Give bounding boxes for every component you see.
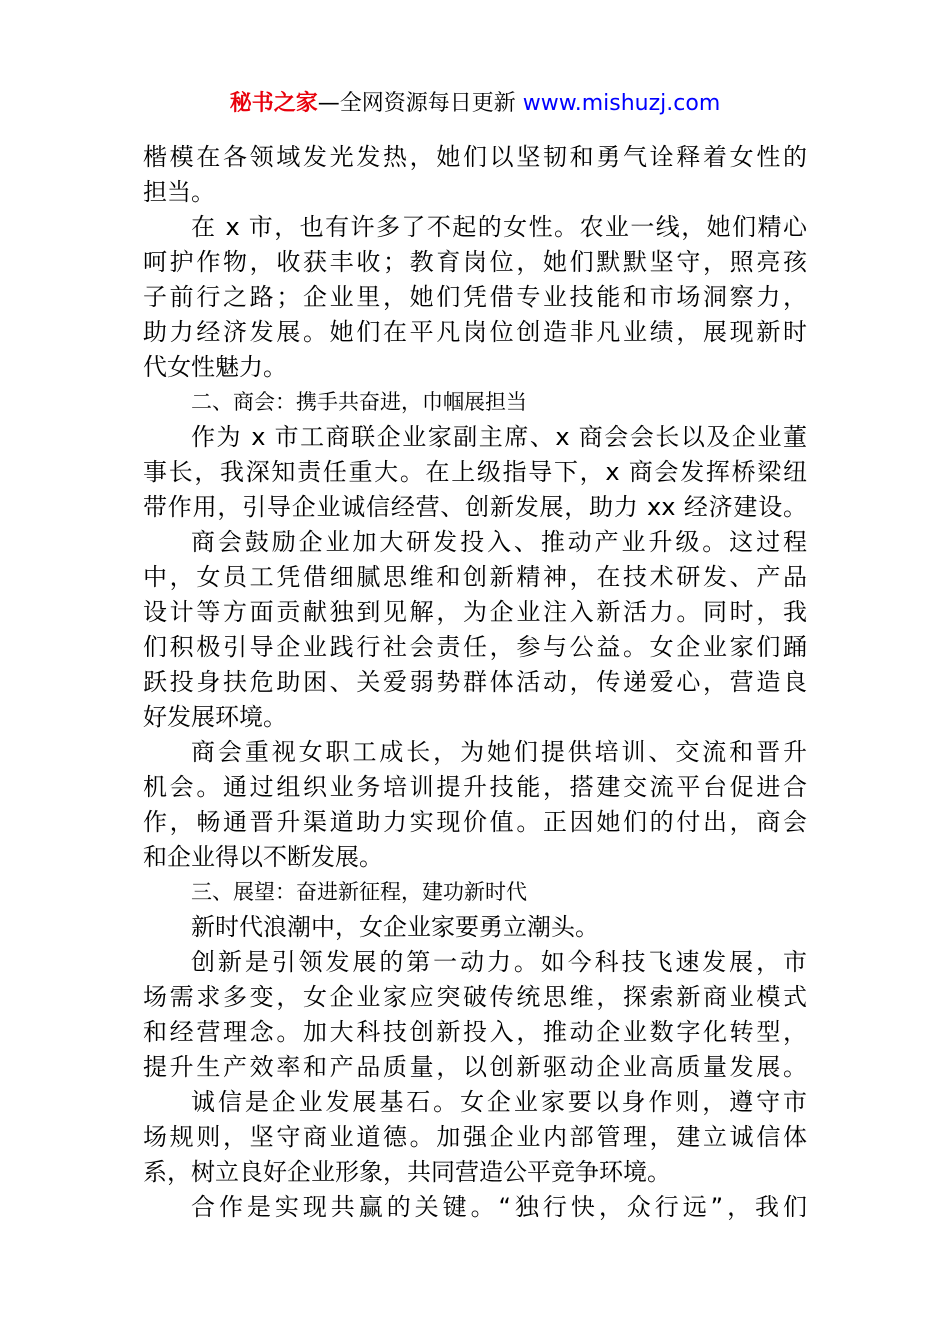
text-line: 代女性魅力。 <box>143 353 287 381</box>
page-header <box>0 88 950 120</box>
text-line: 合作是实现共赢的关键。“独行快，众行远”，我们 <box>191 1193 807 1221</box>
section-heading: 二、商会：携手共奋进，巾帼展担当 <box>191 390 527 414</box>
text-line: 商会鼓励企业加大研发投入、推动产业升级。这过程 <box>191 528 807 556</box>
text-line: 中，女员工凭借细腻思维和创新精神，在技术研发、产品 <box>143 563 807 591</box>
text-line: 场规则，坚守商业道德。加强企业内部管理，建立诚信体 <box>143 1123 807 1151</box>
text-line: 设计等方面贡献独到见解，为企业注入新活力。同时，我 <box>143 598 807 626</box>
brand-name: 秘书之家 <box>229 91 318 116</box>
text-line: 楷模在各领域发光发热，她们以坚韧和勇气诠释着女性的 <box>143 143 807 171</box>
text-line: 们积极引导企业践行社会责任，参与公益。女企业家们踊 <box>143 633 807 661</box>
text-line: 场需求多变，女企业家应突破传统思维，探索新商业模式 <box>143 983 807 1011</box>
text-line: 系，树立良好企业形象，共同营造公平竞争环境。 <box>143 1158 671 1186</box>
text-line: 提升生产效率和产品质量，以创新驱动企业高质量发展。 <box>143 1053 807 1081</box>
text-line: 和经营理念。加大科技创新投入，推动企业数字化转型， <box>143 1018 807 1046</box>
text-line: 机会。通过组织业务培训提升技能，搭建交流平台促进合 <box>143 773 807 801</box>
text-line: 新时代浪潮中，女企业家要勇立潮头。 <box>191 913 599 941</box>
text-line: 和企业得以不断发展。 <box>143 843 383 871</box>
section-heading: 三、展望：奋进新征程，建功新时代 <box>191 880 527 904</box>
text-line: 助力经济发展。她们在平凡岗位创造非凡业绩，展现新时 <box>143 318 807 346</box>
site-url-link[interactable]: www.mishuzj.com <box>522 91 721 116</box>
text-line: 跃投身扶危助困、关爱弱势群体活动，传递爱心，营造良 <box>143 668 807 696</box>
text-line: 担当。 <box>143 178 215 206</box>
text-line: 作，畅通晋升渠道助力实现价值。正因她们的付出，商会 <box>143 808 807 836</box>
text-line: 诚信是企业发展基石。女企业家要以身作则，遵守市 <box>191 1088 807 1116</box>
text-line: 作为 x 市工商联企业家副主席、x 商会会长以及企业董 <box>191 423 807 451</box>
text-line: 好发展环境。 <box>143 703 287 731</box>
text-line: 事长，我深知责任重大。在上级指导下，x 商会发挥桥梁纽 <box>143 458 807 486</box>
text-line: 创新是引领发展的第一动力。如今科技飞速发展，市 <box>191 948 807 976</box>
text-line: 子前行之路；企业里，她们凭借专业技能和市场洞察力， <box>143 283 807 311</box>
text-line: 呵护作物，收获丰收；教育岗位，她们默默坚守，照亮孩 <box>143 248 807 276</box>
header-tagline: —全网资源每日更新 <box>317 91 523 116</box>
text-line: 商会重视女职工成长，为她们提供培训、交流和晋升 <box>191 738 807 766</box>
text-line: 带作用，引导企业诚信经营、创新发展，助力 xx 经济建设。 <box>143 493 807 521</box>
document-body <box>143 140 807 1225</box>
text-line: 在 x 市，也有许多了不起的女性。农业一线，她们精心 <box>191 213 807 241</box>
